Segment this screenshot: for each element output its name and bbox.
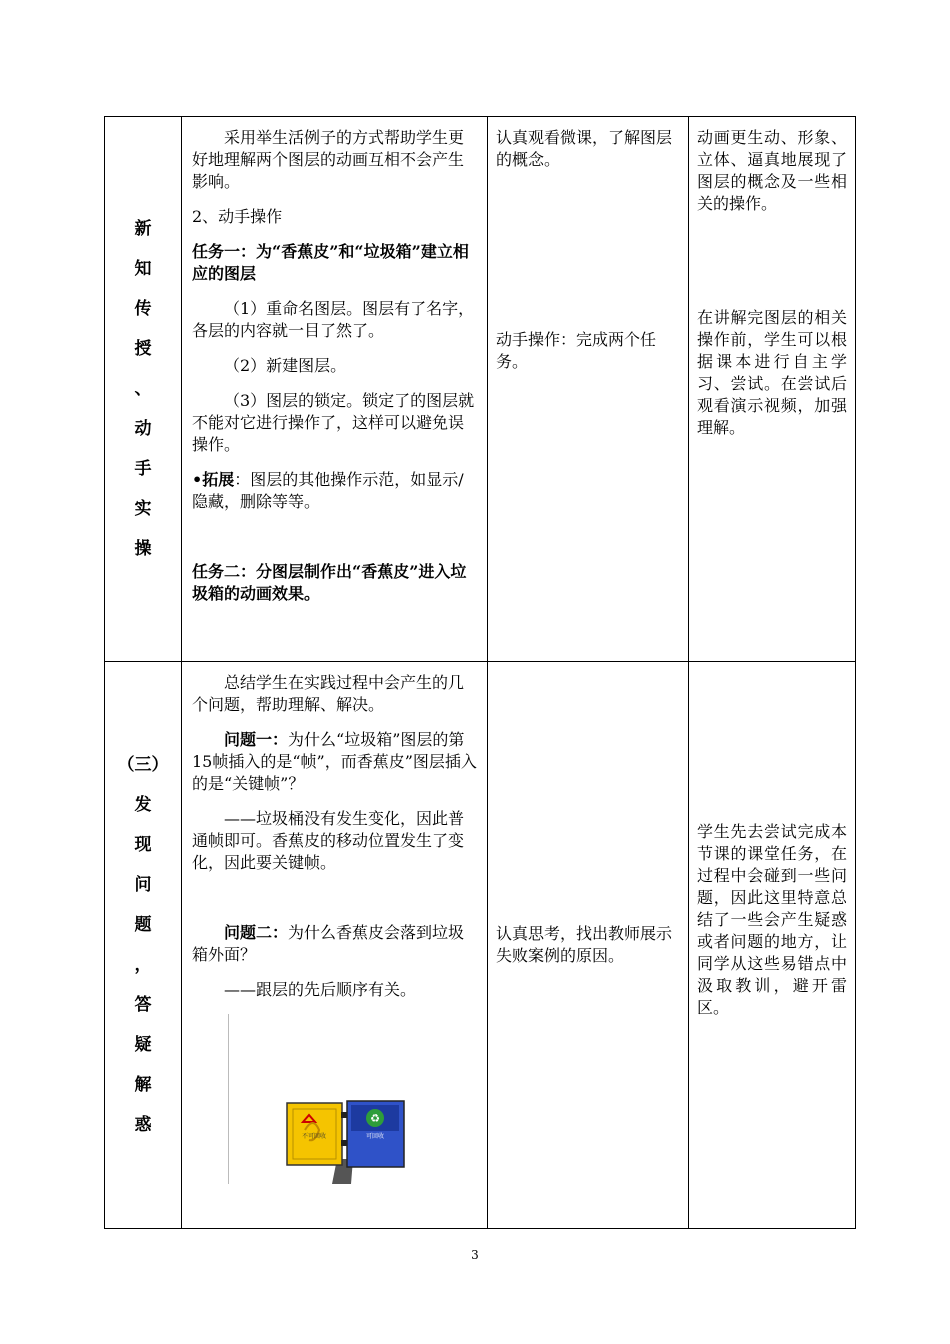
stage-char: 解 (134, 1075, 152, 1095)
question-label: 问题二： (224, 923, 289, 942)
stage-cell (105, 117, 182, 662)
design-intent-cell (689, 117, 856, 662)
design-intent: 在讲解完图层的相关操作前，学生可以根据课本进行自主学习、尝试。在尝试后观看演示视频，加强理解。 (697, 308, 847, 437)
stage-char: （三） (117, 755, 169, 775)
recycling-bins-illustration (228, 1014, 459, 1184)
paragraph: 采用举生活例子的方式帮助学生更好地理解两个图层的动画互相不会产生影响。 (192, 128, 465, 191)
content-cell (182, 117, 488, 662)
student-activity: 认真思考，找出教师展示失败案例的原因。 (496, 924, 673, 965)
paragraph (192, 469, 479, 513)
bin-label: 不可回收 (301, 1133, 327, 1140)
paragraph: （2）新建图层。 (224, 356, 347, 375)
table-row (105, 662, 856, 1229)
stage-char: 动 (134, 419, 152, 439)
paragraph: （1）重命名图层。图层有了名字，各层的内容就一目了然了。 (192, 299, 475, 340)
lesson-plan-table (104, 116, 856, 1229)
student-activity-cell (488, 117, 689, 662)
student-activity: 动手操作：完成两个任务。 (496, 330, 657, 371)
stage-char: 题 (134, 915, 152, 935)
stage-char: 发 (134, 795, 152, 815)
paragraph (192, 729, 479, 795)
stage-label (105, 209, 181, 569)
paragraph: 总结学生在实践过程中会产生的几个问题，帮助理解、解决。 (192, 673, 465, 714)
table-row (105, 117, 856, 662)
recycle-glyph: ♻ (370, 1112, 380, 1125)
extend-text: ：图层的其他操作示范，如显示/隐藏，删除等等。 (192, 470, 464, 511)
paragraph: （3）图层的锁定。锁定了的图层就不能对它进行操作了，这样可以避免误操作。 (192, 391, 475, 454)
question-text: 为什么香蕉皮会落到垃圾箱外面？ (192, 923, 465, 964)
stage-char: 知 (134, 259, 152, 279)
paragraph (192, 922, 479, 966)
paragraph: 2、动手操作 (192, 207, 283, 226)
paragraph: ——垃圾桶没有发生变化，因此普通帧即可。香蕉皮的移动位置发生了变化，因此要关键帧。 (192, 809, 465, 872)
task-heading: 任务一：为“香蕉皮”和“垃圾箱”建立相应的图层 (192, 242, 469, 283)
stage-char: 现 (134, 835, 152, 855)
stage-char: 答 (134, 995, 152, 1015)
stage-char: 手 (134, 459, 152, 479)
design-intent: 动画更生动、形象、立体、逼真地展现了图层的概念及一些相关的操作。 (697, 128, 847, 213)
question-label: 问题一： (224, 730, 289, 749)
student-activity: 认真观看微课，了解图层的概念。 (496, 128, 673, 169)
stage-char: 实 (134, 499, 152, 519)
page-number: 3 (471, 1248, 479, 1262)
stage-label (105, 745, 181, 1145)
stage-char: 、 (134, 379, 152, 399)
recycling-bins-image (229, 1014, 459, 1184)
stage-char: 操 (134, 539, 152, 559)
stage-char: 惑 (134, 1115, 152, 1135)
design-intent: 学生先去尝试完成本节课的课堂任务，在过程中会碰到一些问题，因此这里特意总结了一些会产生疑惑或者问题的地方，让同学从这些易错点中汲取教训，避开雷区。 (697, 822, 847, 1017)
paragraph: ——跟层的先后顺序有关。 (224, 980, 417, 999)
stage-char: 授 (134, 339, 152, 359)
question-text: 为什么“垃圾箱”图层的第15帧插入的是“帧”，而香蕉皮”图层插入的是“关键帧”？ (192, 730, 477, 793)
extend-label: •拓展 (192, 470, 235, 489)
stage-cell (105, 662, 182, 1229)
stage-char: 疑 (134, 1035, 152, 1055)
stage-char: 新 (134, 219, 152, 239)
design-intent-cell (689, 662, 856, 1229)
bin-label: 可回收 (365, 1133, 385, 1140)
task-heading: 任务二：分图层制作出“香蕉皮”进入垃圾箱的动画效果。 (192, 562, 467, 603)
stage-char: 问 (134, 875, 152, 895)
content-cell (182, 662, 488, 1229)
student-activity-cell (488, 662, 689, 1229)
stage-char: 传 (134, 299, 152, 319)
stage-char: ， (134, 955, 152, 975)
